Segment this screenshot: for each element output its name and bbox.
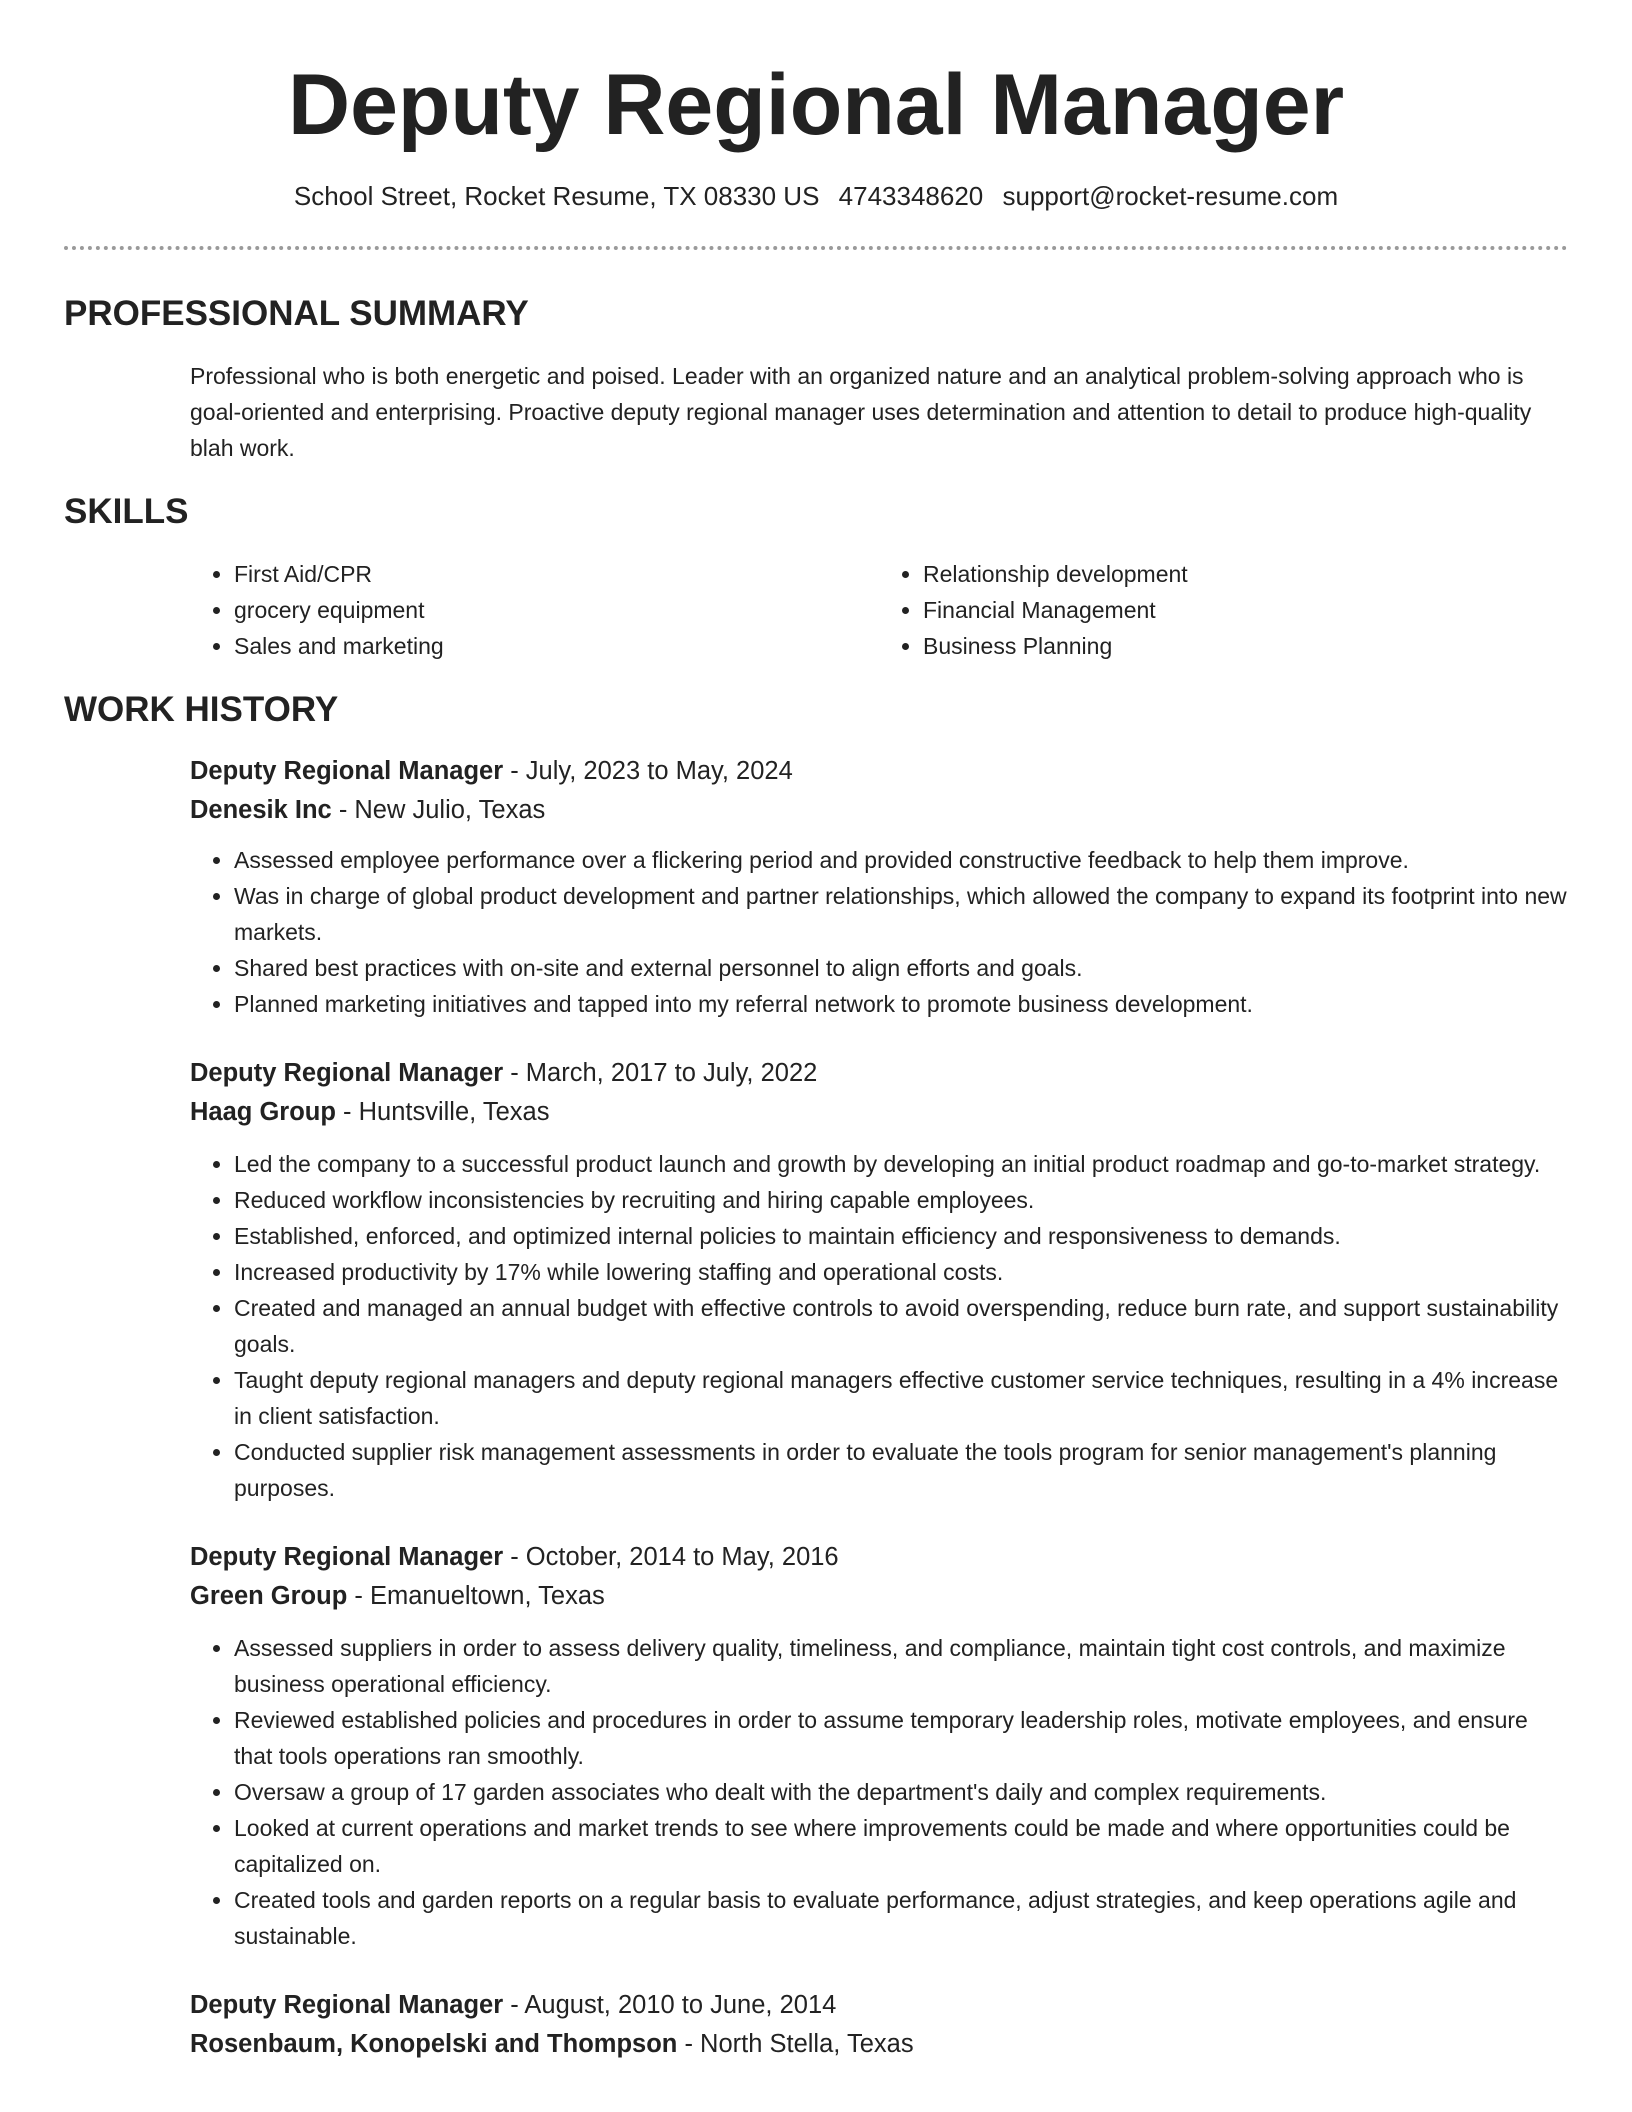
job-location: - Emanueltown, Texas [347, 1581, 605, 1610]
skills-column-left [190, 556, 879, 664]
job-bullet: • Created and managed an annual budget with effective controls to avoid overspending, reduce burn rate, and support sustainability goals. [234, 1290, 1568, 1362]
job-dates: - October, 2014 to May, 2016 [503, 1542, 839, 1571]
job-role: Deputy Regional Manager [190, 756, 504, 785]
work-history-heading: WORK HISTORY [64, 689, 339, 729]
skills-heading: SKILLS [64, 491, 189, 531]
job-company-line [190, 1093, 1568, 1132]
contact-phone: 4743348620 [838, 180, 984, 211]
job-title-line [190, 752, 1568, 791]
job-company-line [190, 1577, 1568, 1616]
job-dates: - August, 2010 to June, 2014 [503, 1990, 837, 2019]
skill-item: • grocery equipment [234, 592, 879, 628]
contact-line [0, 181, 1632, 212]
job-dates: - March, 2017 to July, 2022 [503, 1058, 818, 1087]
summary-text: Professional who is both energetic and poised. Leader with an organized nature and an analytical problem-solving approach who is goal-oriented and enterprising. Proactive deputy regional manager uses determination and attention to detail to produce high-quality blah work. [190, 362, 1532, 461]
job-bullet: • Planned marketing initiatives and tapped into my referral network to promote business development. [234, 986, 1568, 1022]
job-company: Denesik Inc [190, 795, 332, 824]
job-entry [64, 1986, 1568, 2064]
job-bullet: • Increased productivity by 17% while lowering staffing and operational costs. [234, 1254, 1568, 1290]
job-bullets [190, 1630, 1568, 1954]
job-entry [64, 1054, 1568, 1506]
job-title-line [190, 1538, 1568, 1577]
job-role: Deputy Regional Manager [190, 1990, 504, 2019]
job-bullet: • Looked at current operations and market trends to see where improvements could be made and where opportunities could be capitalized on. [234, 1810, 1568, 1882]
job-bullets [190, 1146, 1568, 1506]
job-company: Rosenbaum, Konopelski and Thompson [190, 2029, 678, 2058]
job-role: Deputy Regional Manager [190, 1058, 504, 1087]
job-bullet: • Shared best practices with on-site and external personnel to align efforts and goals. [234, 950, 1568, 986]
job-bullet: • Reviewed established policies and procedures in order to assume temporary leadership roles, motivate employees, and ensure that tools operations ran smoothly. [234, 1702, 1568, 1774]
job-bullet: • Led the company to a successful product launch and growth by developing an initial product roadmap and go-to-market strategy. [234, 1146, 1568, 1182]
contact-address: School Street, Rocket Resume, TX 08330 US [293, 180, 820, 211]
job-dates: - July, 2023 to May, 2024 [503, 756, 793, 785]
job-location: - Huntsville, Texas [335, 1097, 550, 1126]
job-bullet: • Was in charge of global product development and partner relationships, which allowed the company to expand its footprint into new markets. [234, 878, 1568, 950]
job-bullet: • Oversaw a group of 17 garden associates who dealt with the department's daily and complex requirements. [234, 1774, 1568, 1810]
job-bullet: • Created tools and garden reports on a regular basis to evaluate performance, adjust strategies, and keep operations agile and sustainable. [234, 1882, 1568, 1954]
summary-section [0, 294, 1632, 466]
job-bullet: • Assessed employee performance over a flickering period and provided constructive feedback to help them improve. [234, 842, 1568, 878]
skill-item: • Relationship development [923, 556, 1568, 592]
contact-email: support@rocket-resume.com [1002, 180, 1339, 211]
job-role: Deputy Regional Manager [190, 1542, 504, 1571]
skill-item: • Financial Management [923, 592, 1568, 628]
summary-heading: PROFESSIONAL SUMMARY [64, 293, 529, 333]
job-bullet: • Reduced workflow inconsistencies by recruiting and hiring capable employees. [234, 1182, 1568, 1218]
skill-item: • Business Planning [923, 628, 1568, 664]
work-history-section [0, 690, 1632, 2064]
skills-section [0, 492, 1632, 664]
job-location: - New Julio, Texas [331, 795, 546, 824]
job-entry [64, 752, 1568, 1022]
job-bullet: • Taught deputy regional managers and deputy regional managers effective customer service techniques, resulting in a 4% increase in client satisfaction. [234, 1362, 1568, 1434]
skills-list [64, 556, 1568, 664]
job-bullet: • Conducted supplier risk management assessments in order to evaluate the tools program for senior management's planning purposes. [234, 1434, 1568, 1506]
job-company-line [190, 791, 1568, 830]
job-title-line [190, 1986, 1568, 2025]
job-company-line [190, 2025, 1568, 2064]
job-bullet: • Established, enforced, and optimized internal policies to maintain efficiency and responsiveness to demands. [234, 1218, 1568, 1254]
job-title-line [190, 1054, 1568, 1093]
skill-item: • Sales and marketing [234, 628, 879, 664]
job-bullet: • Assessed suppliers in order to assess delivery quality, timeliness, and compliance, maintain tight cost controls, and maximize business operational efficiency. [234, 1630, 1568, 1702]
header-divider [64, 246, 1568, 250]
job-company: Haag Group [190, 1097, 336, 1126]
skills-column-right [879, 556, 1568, 664]
resume-name: Deputy Regional Manager [287, 57, 1345, 153]
job-bullets [190, 842, 1568, 1022]
job-location: - North Stella, Texas [677, 2029, 914, 2058]
skill-item: • First Aid/CPR [234, 556, 879, 592]
job-entry [64, 1538, 1568, 1954]
job-company: Green Group [190, 1581, 348, 1610]
